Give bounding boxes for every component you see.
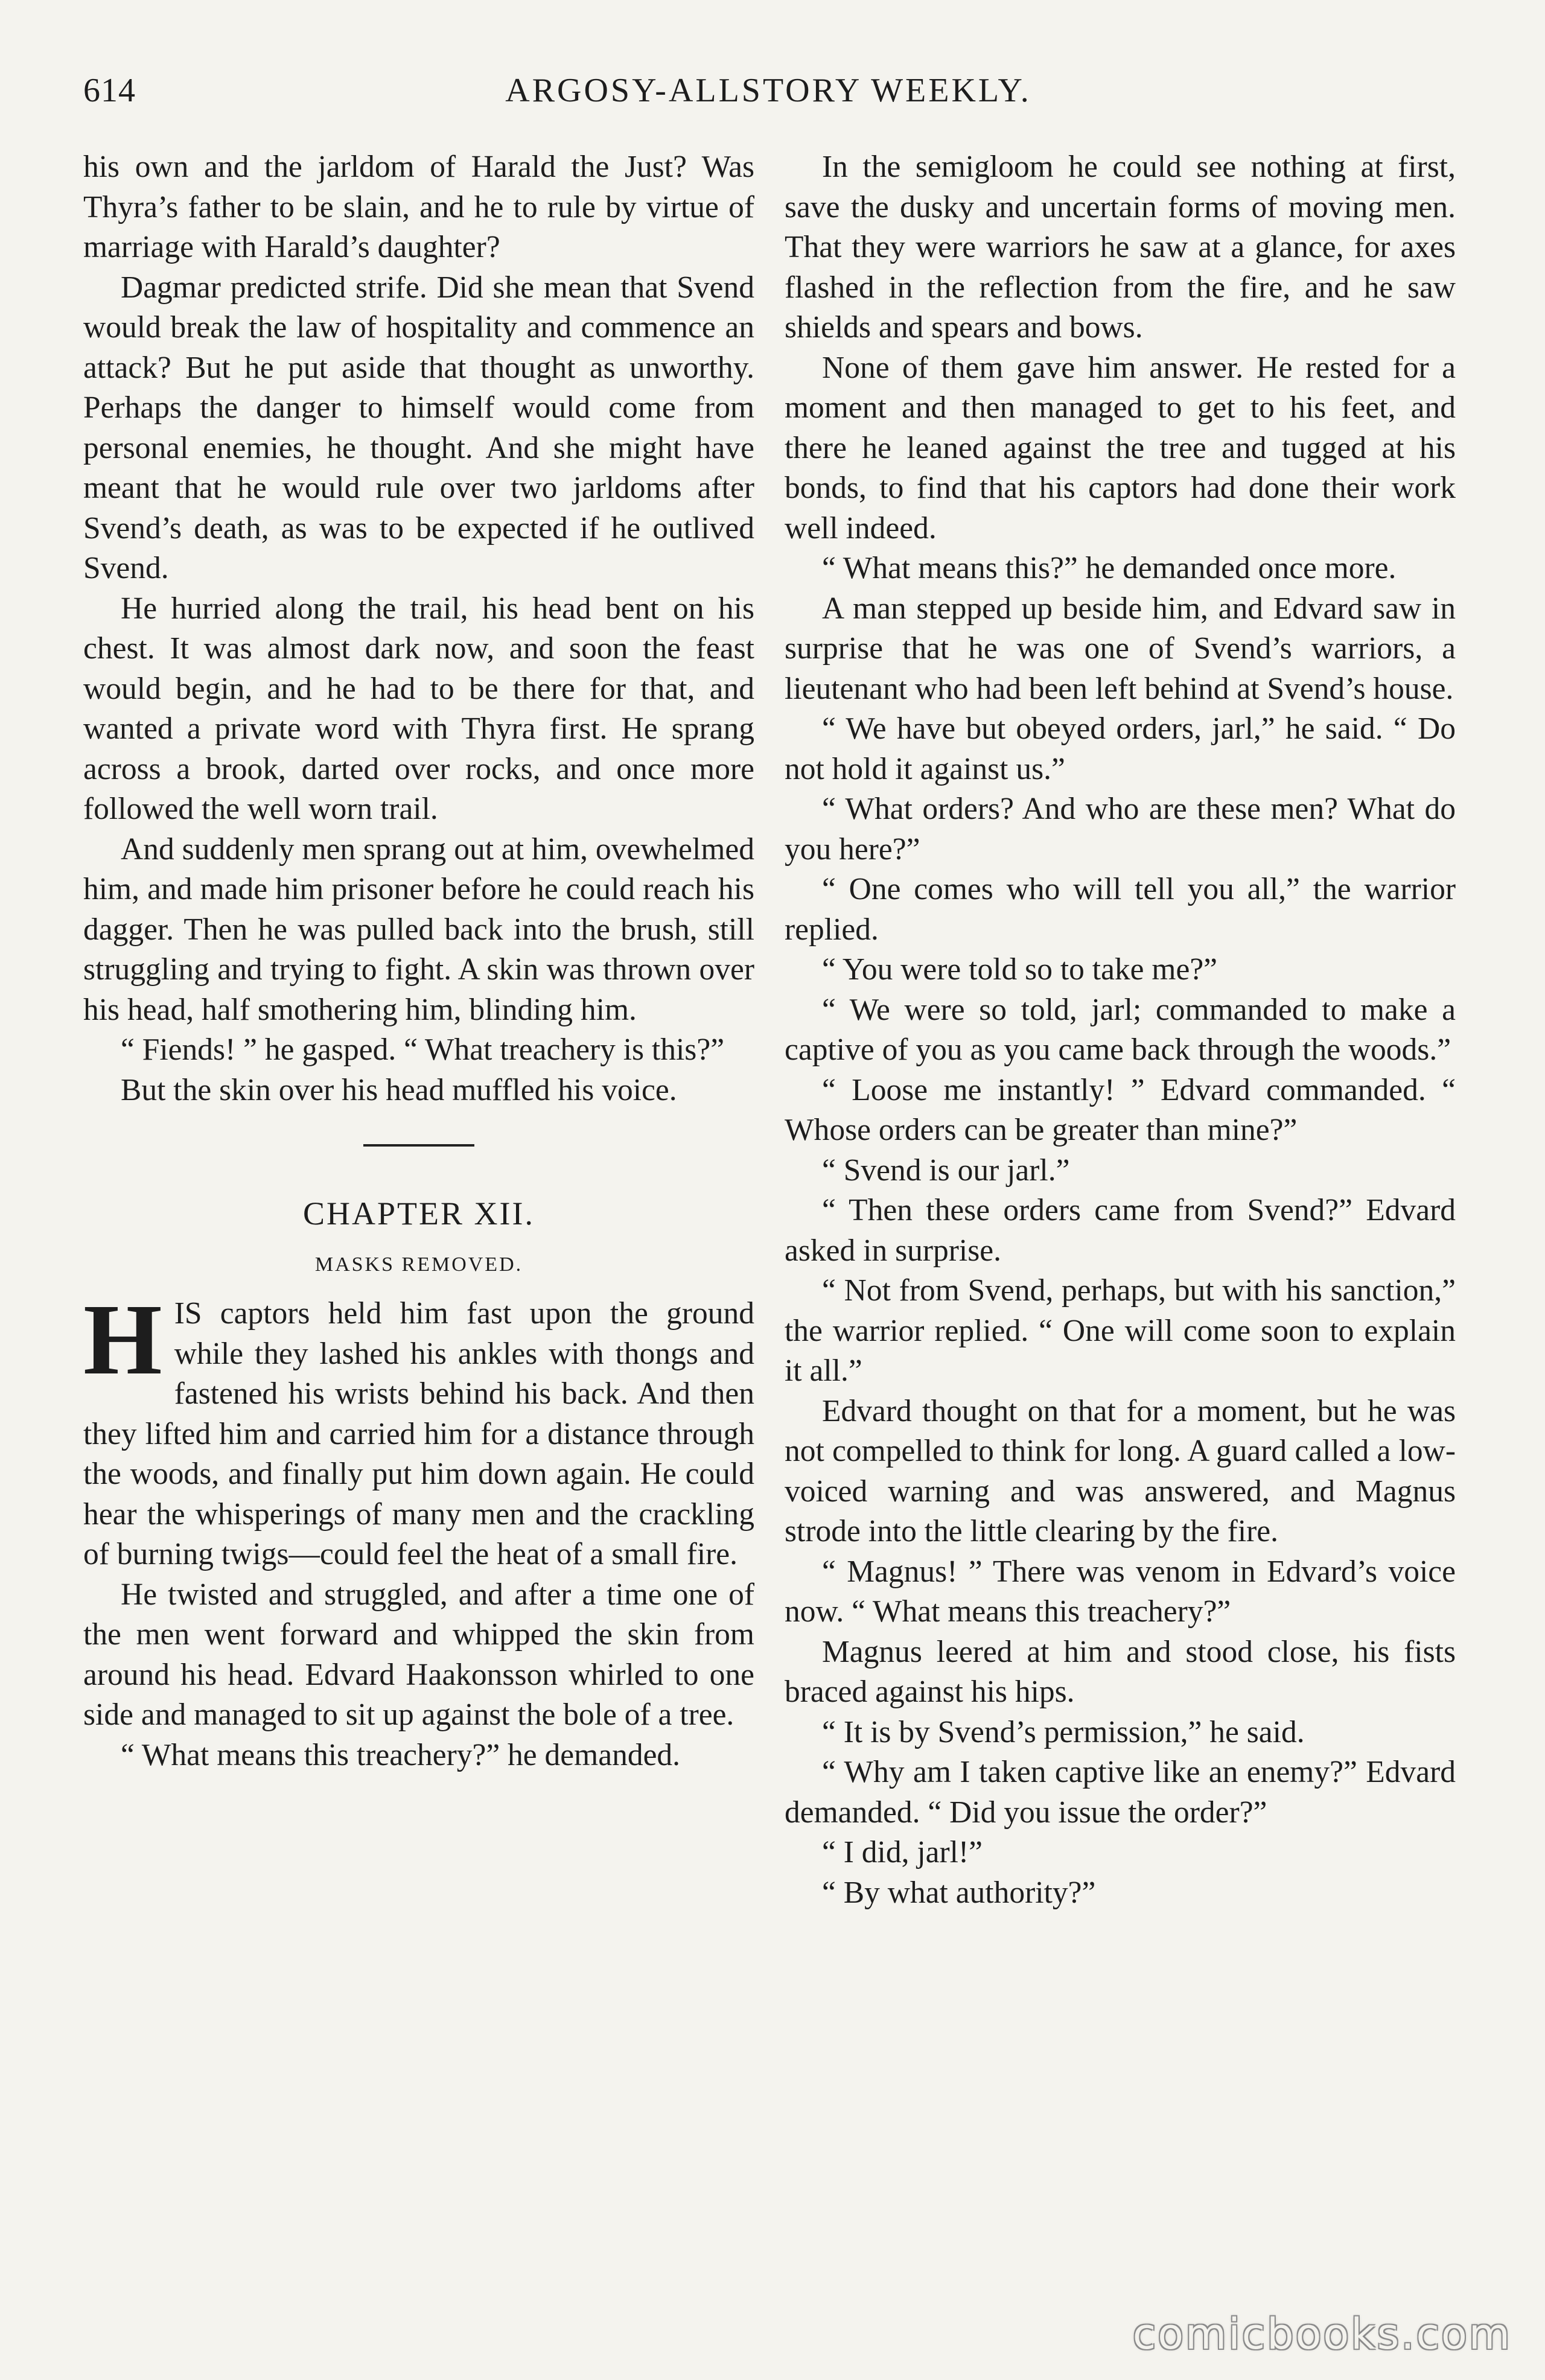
paragraph: “ What means this treachery?” he demanded.	[121, 1737, 681, 1772]
paragraph: “ It is by Svend’s permission,” he said.	[822, 1714, 1305, 1749]
paragraph: A man stepped up beside him, and Edvard saw in surprise that he was one of Svend’s warriors, a lieutenant who had been left behind at Svend’s house.	[785, 591, 1456, 706]
paragraph: “ What orders? And who are these men? What do you here?”	[785, 792, 1456, 867]
chapter-subtitle: MASKS REMOVED.	[314, 1253, 523, 1276]
paragraph: “ What means this?” he demanded once more.	[822, 551, 1397, 585]
paragraph: “ Magnus! ” There was venom in Edvard’s voice now. “ What means this treachery?”	[785, 1554, 1456, 1629]
paragraph: But the skin over his head muffled his voice.	[121, 1072, 677, 1107]
drop-cap: H	[83, 1284, 162, 1396]
paragraph: “ We have but obeyed orders, jarl,” he said. “ Do not hold it against us.”	[785, 711, 1456, 786]
paragraph: “ Fiends! ” he gasped. “ What treachery is this?”	[121, 1032, 725, 1067]
left-column	[83, 147, 754, 1775]
paragraph: “ Not from Svend, perhaps, but with his sanction,” the warrior replied. “ One will come soon to explain it all.”	[785, 1273, 1456, 1388]
paragraph: “ Why am I taken captive like an enemy?” Edvard demanded. “ Did you issue the order?”	[785, 1755, 1456, 1830]
running-head: ARGOSY-ALLSTORY WEEKLY.	[505, 72, 1031, 109]
paragraph: “ You were told so to take me?”	[822, 952, 1218, 987]
page-number: 614	[83, 72, 136, 109]
paragraph: He hurried along the trail, his head bent on his chest. It was almost dark now, and soon the feast would begin, and he had to be there for that, and wanted a private word with Thyra first. He sprang across a brook, darted over rocks, and once more followed the well worn trail.	[83, 591, 754, 826]
opening-text: IS captors held him fast upon the ground while they lashed his ankles with thongs and fastened his wrists behind his back. And then they lifted him and carried him for a distance through the woods, and finally put him down again. He could hear the whisperings of many men and the crackling of burning twigs—could feel the heat of a small fire.	[83, 1296, 754, 1571]
paragraph: Dagmar predicted strife. Did she mean that Svend would break the law of hospitality and commence an attack? But he put aside that thought as unworthy. Perhaps the danger to himself would come from personal enemies, he thought. And she might have meant that he would rule over two jarldoms after Svend’s death, as was to be expected if he outlived Svend.	[83, 270, 754, 585]
paragraph: “ Then these orders came from Svend?” Edvard asked in surprise.	[785, 1193, 1456, 1268]
paragraph: “ Svend is our jarl.”	[822, 1153, 1070, 1188]
paragraph: “ One comes who will tell you all,” the warrior replied.	[785, 872, 1456, 947]
paragraph: “ By what authority?”	[822, 1875, 1096, 1910]
paragraph: In the semigloom he could see nothing at first, save the dusky and uncertain forms of moving men. That they were warriors he saw at a glance, for axes flashed in the reflection from the fire, and he saw shields and spears and bows.	[785, 150, 1456, 345]
paragraph: He twisted and struggled, and after a time one of the men went forward and whipped the skin from around his head. Edvard Haakonsson whirled to one side and managed to sit up against the bole of a tree.	[83, 1577, 754, 1732]
chapter-title: CHAPTER XII.	[303, 1195, 535, 1232]
paragraph: his own and the jarldom of Harald the Just? Was Thyra’s father to be slain, and he to rule by virtue of marriage with Harald’s daughter?	[83, 150, 754, 264]
page-header	[83, 71, 1453, 126]
paragraph: Magnus leered at him and stood close, his fists braced against his hips.	[785, 1634, 1456, 1709]
watermark: comicbooks.com	[1132, 2309, 1512, 2359]
right-column	[785, 147, 1456, 1913]
paragraph: “ We were so told, jarl; commanded to make a captive of you as you came back through the woods.”	[785, 992, 1456, 1067]
paragraph: And suddenly men sprang out at him, ovewhelmed him, and made him prisoner before he could reach his dagger. Then he was pulled back into the brush, still struggling and trying to fight. A skin was thrown over his head, half smothering him, blinding him.	[83, 832, 754, 1027]
paragraph: “ I did, jarl!”	[822, 1835, 983, 1869]
paragraph: Edvard thought on that for a moment, but he was not compelled to think for long. A guard called a low-voiced warning and was answered, and Magnus strode into the little clearing by the fire.	[785, 1393, 1456, 1548]
paragraph: “ Loose me instantly! ” Edvard commanded. “ Whose orders can be greater than mine?”	[785, 1072, 1456, 1147]
section-divider	[363, 1144, 474, 1147]
paragraph: None of them gave him answer. He rested for a moment and then managed to get to his feet, and there he leaned against the tree and tugged at his bonds, to find that his captors had done their work well indeed.	[785, 350, 1456, 546]
chapter-opening-paragraph	[83, 1284, 754, 1575]
